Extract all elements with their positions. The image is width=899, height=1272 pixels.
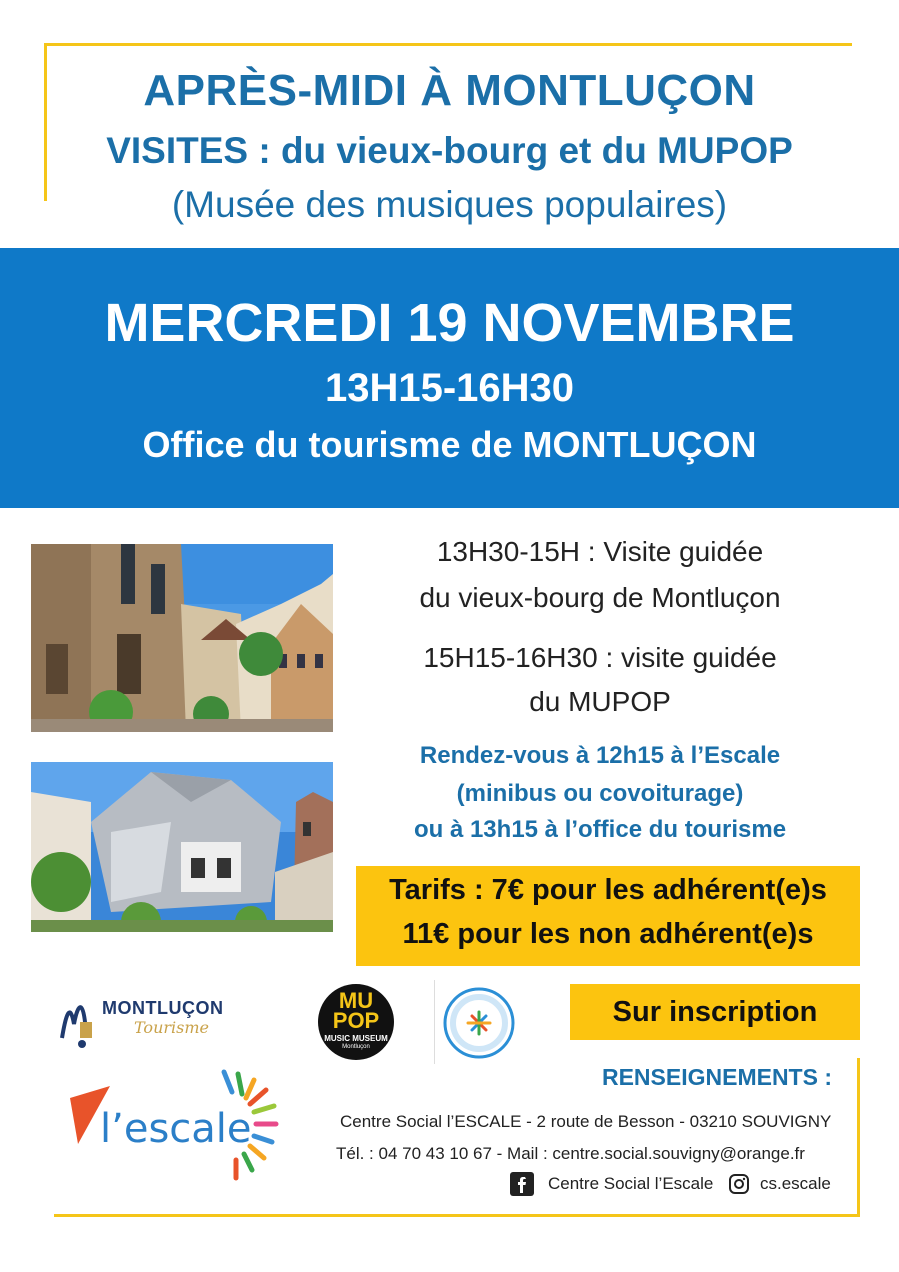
rendezvous-line-3: ou à 13h15 à l’office du tourisme	[413, 816, 787, 843]
page-subtitle-2: (Musée des musiques populaires)	[171, 184, 728, 225]
instagram-label[interactable]: cs.escale	[760, 1174, 831, 1193]
event-date: MERCREDI 19 NOVEMBRE	[104, 293, 795, 353]
page-title: APRÈS-MIDI À MONTLUÇON	[143, 66, 756, 115]
event-time: 13H15-16H30	[324, 366, 575, 410]
mupop-logo	[318, 984, 394, 1060]
contact-heading: RENSEIGNEMENTS :	[601, 1064, 832, 1090]
escale-logo-text: l’escale	[100, 1106, 252, 1152]
facebook-label[interactable]: Centre Social l’Escale	[548, 1174, 714, 1193]
montlucon-logo-title: MONTLUÇON	[102, 998, 224, 1018]
facebook-icon[interactable]	[510, 1172, 534, 1196]
event-place: Office du tourisme de MONTLUÇON	[142, 424, 757, 465]
montlucon-m-icon	[58, 994, 102, 1050]
old-town-photo	[31, 544, 333, 732]
instagram-icon[interactable]	[728, 1173, 750, 1195]
page-subtitle: VISITES : du vieux-bourg et du MUPOP	[106, 130, 793, 171]
mupop-logo-city: Montluçon	[342, 1044, 370, 1050]
schedule-line-3: 15H15-16H30 : visite guidée	[423, 642, 777, 673]
contact-address: Centre Social l’ESCALE - 2 route de Besson - 03210 SOUVIGNY	[340, 1112, 832, 1131]
mupop-logo-pop: POP	[332, 1008, 380, 1033]
schedule-line-2: du vieux-bourg de Montluçon	[419, 582, 781, 613]
escale-logo	[62, 1066, 292, 1206]
frame-right-border	[857, 1058, 860, 1217]
montlucon-tourisme-logo	[58, 994, 228, 1050]
schedule-line-1: 13H30-15H : Visite guidée	[436, 536, 764, 567]
contact-phone-mail: Tél. : 04 70 43 10 67 - Mail : centre.social.souvigny@orange.fr	[336, 1144, 805, 1163]
frame-top-border	[44, 43, 852, 46]
frame-bottom-border	[54, 1214, 860, 1217]
tarif-members: Tarifs : 7€ pour les adhérent(e)s	[389, 874, 827, 906]
inscription-label: Sur inscription	[612, 996, 818, 1028]
rendezvous-line-1: Rendez-vous à 12h15 à l’Escale	[419, 742, 781, 769]
mupop-building-photo	[31, 762, 333, 932]
mupop-logo-mu: MU	[338, 988, 374, 1013]
schedule-line-4: du MUPOP	[529, 686, 671, 717]
federation-centres-sociaux-logo	[442, 986, 516, 1060]
tarif-non-members: 11€ pour les non adhérent(e)s	[402, 918, 814, 950]
mupop-logo-sub: MUSIC MUSEUM	[324, 1034, 388, 1043]
rendezvous-line-2: (minibus ou covoiturage)	[456, 780, 744, 807]
montlucon-logo-subtitle: Tourisme	[134, 1018, 209, 1037]
logo-divider	[434, 980, 435, 1064]
